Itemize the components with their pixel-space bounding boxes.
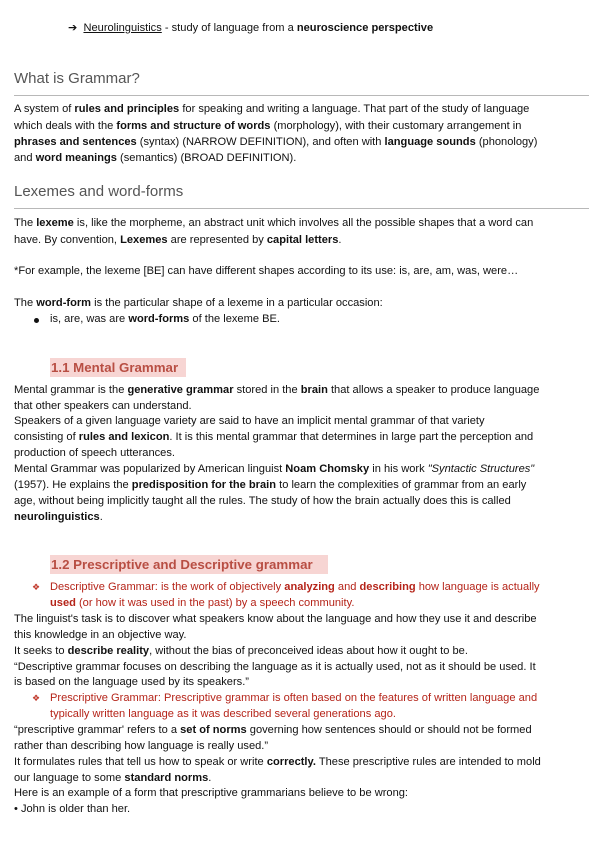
grammar-heading: What is Grammar? bbox=[14, 70, 140, 87]
mental-paragraph: (1957). He explains the predisposition for the brain to learn the complexities of grammar from an early bbox=[14, 479, 527, 491]
mental-paragraph: age, without being implicitly taught all the rules. The study of how the brain actually does this is called bbox=[14, 495, 511, 507]
word-form-definition: The word-form is the particular shape of a lexeme in a particular occasion: bbox=[14, 297, 383, 309]
mental-paragraph: production of speech utterances. bbox=[14, 447, 175, 459]
descriptive-quote: “Descriptive grammar focuses on describing the language as it is actually used, not as it should be used. It bbox=[14, 661, 536, 673]
descriptive-grammar-item: Descriptive Grammar: is the work of objectively analyzing and describing how language is actually bbox=[50, 581, 540, 593]
prescriptive-grammar-item: Prescriptive Grammar: Prescriptive grammar is often based on the features of written language and bbox=[50, 692, 538, 704]
bullet-icon bbox=[34, 318, 39, 323]
grammar-paragraph: phrases and sentences (syntax) (NARROW DEFINITION), and often with language sounds (phonology) bbox=[14, 136, 538, 148]
descriptive-paragraph: The linguist's task is to discover what speakers know about the language and how they use it and describe bbox=[14, 613, 537, 625]
divider bbox=[14, 208, 589, 209]
mental-paragraph: consisting of rules and lexicon. It is this mental grammar that determines in large part the perception and bbox=[14, 431, 534, 443]
mental-paragraph: Mental Grammar was popularized by American linguist Noam Chomsky in his work "Syntactic Structures" bbox=[14, 463, 535, 475]
descriptive-grammar-item: used (or how it was used in the past) by a speech community. bbox=[50, 597, 355, 609]
prescriptive-paragraph: It formulates rules that tell us how to speak or write correctly. These prescriptive rules are intended to mold bbox=[14, 756, 541, 768]
grammar-paragraph: and word meanings (semantics) (BROAD DEFINITION). bbox=[14, 152, 297, 164]
lexemes-paragraph: The lexeme is, like the morpheme, an abstract unit which involves all the possible shapes that a word can bbox=[14, 217, 534, 229]
mental-paragraph: neurolinguistics. bbox=[14, 511, 103, 523]
lexemes-paragraph: have. By convention, Lexemes are represented by capital letters. bbox=[14, 234, 342, 246]
list-item: is, are, was are word-forms of the lexeme BE. bbox=[50, 313, 280, 325]
grammar-paragraph: A system of rules and principles for speaking and writing a language. That part of the study of language bbox=[14, 103, 530, 115]
diamond-bullet-icon: ❖ bbox=[32, 582, 41, 592]
prescriptive-heading: 1.2 Prescriptive and Descriptive grammar bbox=[50, 555, 328, 574]
diamond-bullet-icon: ❖ bbox=[32, 693, 41, 703]
prescriptive-paragraph: our language to some standard norms. bbox=[14, 772, 212, 784]
descriptive-paragraph: this knowledge in an objective way. bbox=[14, 629, 187, 641]
neurolinguistics-term: Neurolinguistics bbox=[83, 22, 162, 34]
mental-paragraph: Speakers of a given language variety are said to have an implicit mental grammar of that variety bbox=[14, 415, 485, 427]
prescriptive-paragraph: Here is an example of a form that prescriptive grammarians believe to be wrong: bbox=[14, 787, 409, 799]
descriptive-paragraph: It seeks to describe reality, without the bias of preconceived ideas about how it ought to be. bbox=[14, 645, 468, 657]
prescriptive-paragraph: “prescriptive grammar' refers to a set of norms governing how sentences should or should not be formed bbox=[14, 724, 532, 736]
lexeme-example: *For example, the lexeme [BE] can have different shapes according to its use: is, are, am, was, were… bbox=[14, 265, 519, 277]
mental-paragraph: Mental grammar is the generative grammar stored in the brain that allows a speaker to produce language bbox=[14, 384, 540, 396]
divider bbox=[14, 95, 589, 96]
lexemes-heading: Lexemes and word-forms bbox=[14, 183, 184, 200]
descriptive-quote: is based on the language used by its speakers.” bbox=[14, 676, 249, 688]
arrow-icon: ➔ bbox=[68, 22, 78, 34]
mental-paragraph: that other speakers can understand. bbox=[14, 400, 192, 412]
mental-grammar-heading: 1.1 Mental Grammar bbox=[50, 358, 186, 377]
example-sentence: • John is older than her. bbox=[14, 803, 131, 815]
neurolinguistics-note: ➔ Neurolinguistics - study of language from a neuroscience perspective bbox=[68, 22, 434, 34]
prescriptive-grammar-item: typically written language as it was described several generations ago. bbox=[50, 708, 396, 720]
prescriptive-paragraph: rather than describing how language is really used.” bbox=[14, 740, 269, 752]
grammar-paragraph: which deals with the forms and structure of words (morphology), with their customary arrangement in bbox=[14, 120, 522, 132]
